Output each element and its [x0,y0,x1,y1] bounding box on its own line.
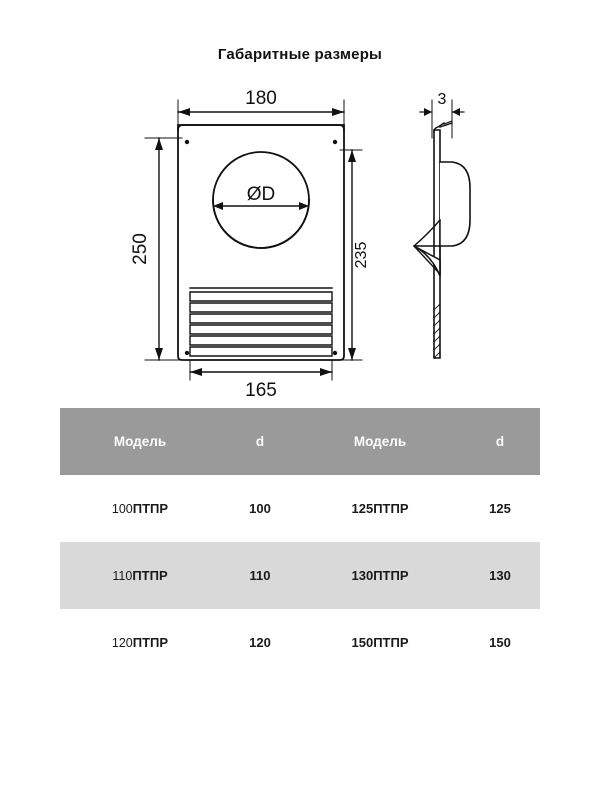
dimension-label-thickness: 3 [437,91,447,108]
dimension-label-height-right: 235 [353,241,370,269]
cell-d-left: 120 [220,609,300,676]
models-table [60,408,540,676]
front-view-plate [178,125,344,360]
cell-d-right: 130 [460,542,540,609]
model-left-number: 110 [112,569,133,583]
cell-model-left [60,475,220,542]
cell-model-left [60,609,220,676]
model-left-suffix: ПТПР [132,501,169,516]
column-header-d-left: d [220,408,300,475]
column-header-d-right: d [460,408,540,475]
cell-d-right: 125 [460,475,540,542]
table-row [60,475,540,542]
cell-d-left: 100 [220,475,300,542]
cell-d-right: 150 [460,609,540,676]
cell-model-right: 130ПТПР [300,542,460,609]
column-header-model-right: Модель [300,408,460,475]
cell-model-right: 150ПТПР [300,609,460,676]
table-header-row [60,408,540,475]
model-left-suffix: ПТПР [132,635,169,650]
technical-drawing [0,60,600,400]
model-left-suffix: ПТПР [132,568,168,583]
model-left-number: 120 [111,636,133,650]
column-header-model-left: Модель [60,408,220,475]
dimension-width-bottom [190,360,332,380]
table-row [60,542,540,609]
page-title: Габаритные размеры [217,46,383,63]
side-view-profile [414,100,470,358]
cell-model-left [60,542,220,609]
cell-model-right: 125ПТПР [300,475,460,542]
table-row [60,609,540,676]
cell-d-left: 110 [220,542,300,609]
dimension-label-width-bottom: 165 [245,380,277,400]
model-left-number: 100 [111,502,133,516]
dimension-label-width-top: 180 [245,88,277,109]
diameter-label: ØD [246,184,276,205]
dimension-label-height-left: 250 [130,233,151,265]
